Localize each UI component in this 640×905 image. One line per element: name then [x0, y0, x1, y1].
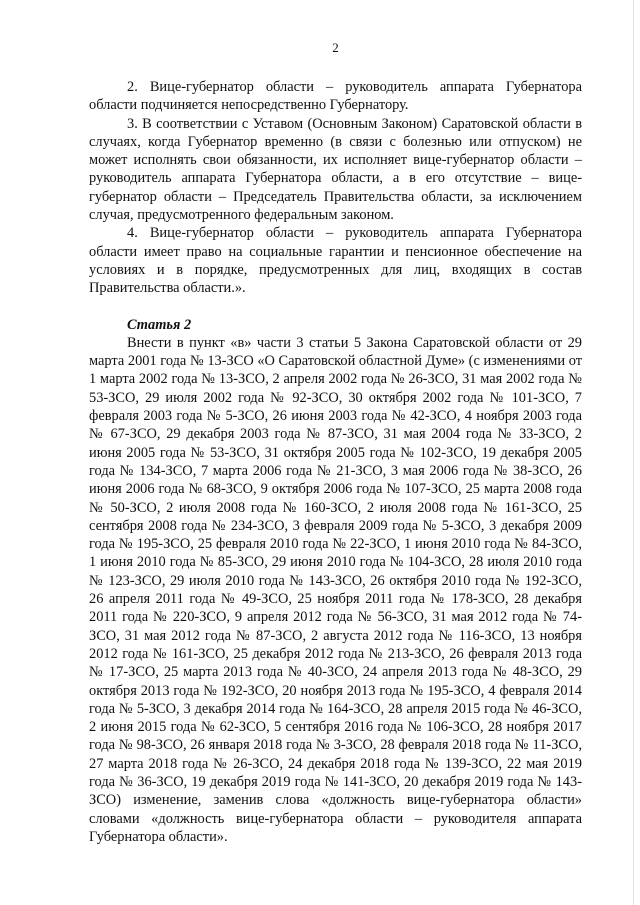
article-title: Статья 2 [127, 316, 192, 333]
paragraph-item-4: 4. Вице-губернатор области – руководитель аппарата Губернатора области имеет право на социальные гарантии и пенсионное обеспечение на условиях и в порядке, предусмотренных для лиц, входящих в состав Правительства области.». [89, 225, 582, 297]
paragraph-item-3: 3. В соответствии с Уставом (Основным Законом) Саратовской области в случаях, когда Губернатор временно (в связи с болезнью или отпуском) не может исполнять свои обязанности, их исполняет вице-губернатор области – руководитель аппарата Губернатора области, а в его отсутствие – вице-губернатор области – Председатель Правительства области, за исключением случая, предусмотренного федеральным законом. [89, 115, 582, 224]
article-text: Внести в пункт «в» части 3 статьи 5 Закона Саратовской области от 29 марта 2001 года № 13-ЗСО «О Саратовской областной Думе» (с изменениями от 1 марта 2002 года № 13-ЗСО, 2 апреля 2002 года № 26-ЗСО, 31 мая 2002 года № 53-ЗСО, 29 июля 2002 года № 92-ЗСО, 30 октября 2002 года № 101-ЗСО, 7 февраля 2003 года № 5-ЗСО, 26 июня 2003 года № 42-ЗСО, 4 ноября 2003 года № 67-ЗСО, 29 декабря 2003 года № 87-ЗСО, 31 мая 2004 года № 33-ЗСО, 2 июня 2005 года № 53-ЗСО, 31 октября 2005 года № 102-ЗСО, 19 декабря 2005 года № 134-ЗСО, 7 марта 2006 года № 21-ЗСО, 3 мая 2006 года № 38-ЗСО, 26 июня 2006 года № 68-ЗСО, 9 октября 2006 года № 107-ЗСО, 25 марта 2008 года № 50-ЗСО, 2 июля 2008 года № 160-ЗСО, 2 июля 2008 года № 161-ЗСО, 25 сентября 2008 года № 234-ЗСО, 3 февраля 2009 года № 5-ЗСО, 3 декабря 2009 года № 195-ЗСО, 25 февраля 2010 года № 22-ЗСО, 1 июня 2010 года № 84-ЗСО, 1 июня 2010 года № 85-ЗСО, 29 июня 2010 года № 104-ЗСО, 28 июля 2010 года № 123-ЗСО, 29 июля 2010 года № 143-ЗСО, 26 октября 2010 года № 192-ЗСО, 26 апреля 2011 года № 49-ЗСО, 25 ноября 2011 года № 178-ЗСО, 28 декабря 2011 года № 220-ЗСО, 9 апреля 2012 года № 56-ЗСО, 31 мая 2012 года № 74-ЗСО, 31 мая 2012 года № 87-ЗСО, 2 августа 2012 года № 116-ЗСО, 13 ноября 2012 года № 161-ЗСО, 25 декабря 2012 года № 213-ЗСО, 26 февраля 2013 года № 17-ЗСО, 25 марта 2013 года № 40-ЗСО, 24 апреля 2013 года № 48-ЗСО, 29 октября 2013 года № 192-ЗСО, 20 ноября 2013 года № 195-ЗСО, 4 февраля 2014 года № 5-ЗСО, 3 декабря 2014 года № 164-ЗСО, 28 апреля 2015 года № 46-ЗСО, 2 июня 2015 года № 62-ЗСО, 5 сентября 2016 года № 106-ЗСО, 28 ноября 2017 года № 98-ЗСО, 26 января 2018 года № 3-ЗСО, 28 февраля 2018 года № 11-ЗСО, 27 марта 2018 года № 26-ЗСО, 24 декабря 2018 года № 139-ЗСО, 22 мая 2019 года № 36-ЗСО, 19 декабря 2019 года № 141-ЗСО, 20 декабря 2019 года № 143-ЗСО) изменение, заменив слова «должность вице-губернатора области» словами «должность вице-губернатора области – руководителя аппарата Губернатора области». [89, 334, 582, 845]
section-paragraphs [89, 78, 582, 298]
page-number: 2 [332, 40, 339, 55]
scan-edge-line [633, 0, 634, 905]
article-body [89, 334, 582, 846]
paragraph-item-2: 2. Вице-губернатор области – руководитель аппарата Губернатора области подчиняется непосредственно Губернатору. [89, 79, 582, 114]
